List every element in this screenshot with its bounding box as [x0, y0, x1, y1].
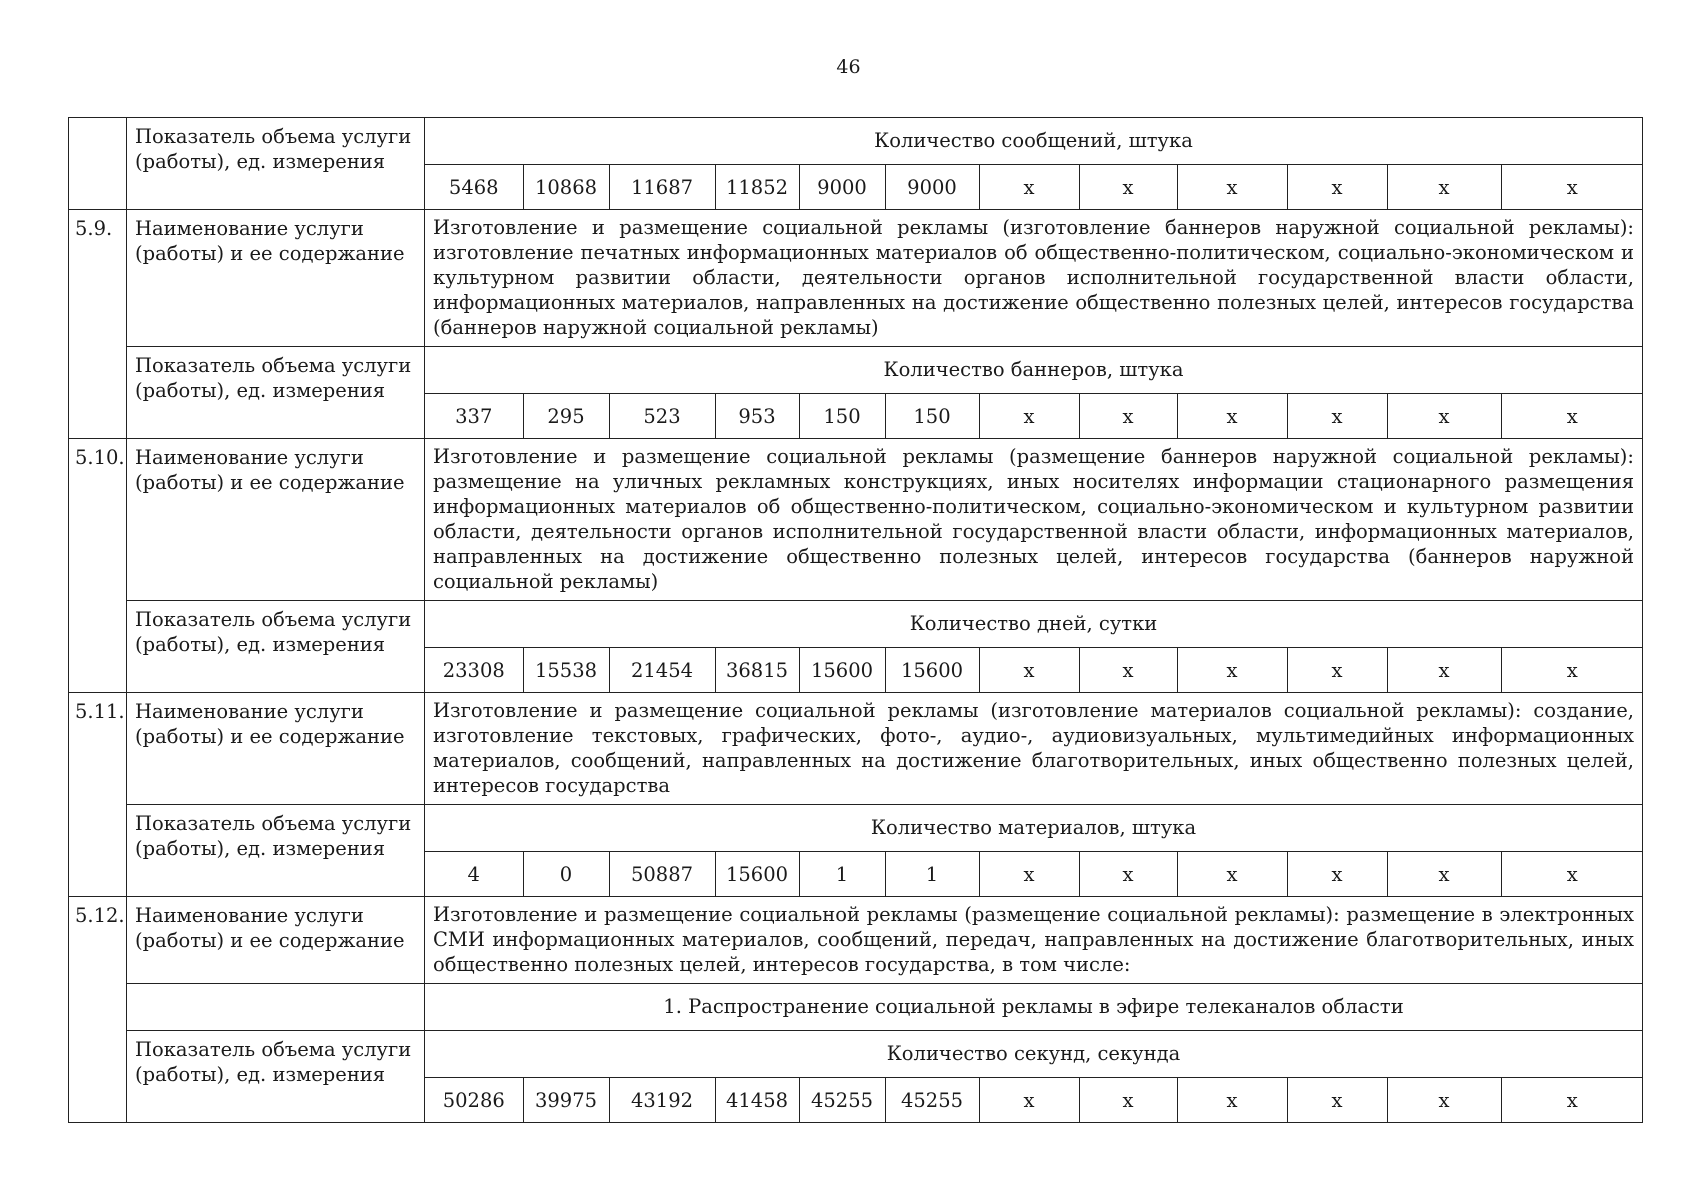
value-cell: х [1287, 1078, 1387, 1122]
value-cell: х [1287, 165, 1387, 209]
value-cell: х [1287, 648, 1387, 692]
row-service [69, 897, 1643, 984]
row-indicator [69, 118, 1643, 210]
subheading-cell [425, 984, 1643, 1031]
value-cell: х [1079, 165, 1177, 209]
row-number-cell [69, 118, 127, 210]
value-cell: 15538 [523, 648, 609, 692]
value-cell: х [1287, 394, 1387, 438]
values-row [425, 165, 1643, 209]
row-number: 5.10. [69, 439, 127, 693]
indicator-values-cell [425, 805, 1643, 897]
unit-label: Количество баннеров, штука [425, 347, 1642, 394]
value-cell: х [1079, 394, 1177, 438]
indicator-label: Показатель объема услуги (работы), ед. измерения [127, 805, 425, 897]
value-cell: 9000 [799, 165, 885, 209]
row-subheading [69, 984, 1643, 1031]
service-label: Наименование услуги (работы) и ее содержание [127, 210, 425, 347]
value-cell: 1 [799, 852, 885, 896]
value-cell: 39975 [523, 1078, 609, 1122]
page-number: 46 [836, 56, 861, 78]
value-cell: х [1079, 648, 1177, 692]
service-label: Наименование услуги (работы) и ее содержание [127, 439, 425, 601]
row-indicator [69, 347, 1643, 439]
indicator-label: Показатель объема услуги (работы), ед. измерения [127, 347, 425, 439]
value-cell: х [1501, 1078, 1643, 1122]
indicator-label: Показатель объема услуги (работы), ед. измерения [127, 601, 425, 693]
row-service [69, 210, 1643, 347]
value-cell: х [1079, 1078, 1177, 1122]
value-cell: х [979, 165, 1079, 209]
value-cell: х [1177, 394, 1287, 438]
unit-label: Количество дней, сутки [425, 601, 1642, 648]
value-cell: х [979, 852, 1079, 896]
row-indicator [69, 1031, 1643, 1123]
value-cell: 21454 [609, 648, 715, 692]
value-cell: х [1387, 1078, 1501, 1122]
value-cell: 295 [523, 394, 609, 438]
value-cell: 15600 [799, 648, 885, 692]
value-cell: х [1287, 852, 1387, 896]
value-cell: х [979, 648, 1079, 692]
value-cell: х [1177, 1078, 1287, 1122]
value-cell: х [1501, 852, 1643, 896]
value-cell: 45255 [885, 1078, 979, 1122]
unit-label: Количество секунд, секунда [425, 1031, 1642, 1078]
values-row [425, 852, 1643, 896]
unit-label: Количество сообщений, штука [425, 118, 1642, 165]
services-table [68, 117, 1643, 1123]
indicator-values-cell [425, 1031, 1643, 1123]
value-cell: 15600 [885, 648, 979, 692]
service-description: Изготовление и размещение социальной рекламы (изготовление материалов социальной рекламы): создание, изготовление текстовых, графических, фото-, аудио-, аудиовизуальных, мультимедийных информационных материалов, сообщений, направленных на достижение благотворительных, иных общественно полезных целей, интересов государства [425, 693, 1643, 805]
values-row [425, 394, 1643, 438]
row-service [69, 693, 1643, 805]
indicator-label: Показатель объема услуги (работы), ед. измерения [127, 1031, 425, 1123]
value-cell: х [1387, 394, 1501, 438]
value-cell: х [979, 394, 1079, 438]
empty-label-cell [127, 984, 425, 1031]
indicator-values-cell [425, 118, 1643, 210]
value-cell: х [1177, 852, 1287, 896]
values-row [425, 648, 1643, 692]
value-cell: 523 [609, 394, 715, 438]
value-cell: 0 [523, 852, 609, 896]
value-cell: 10868 [523, 165, 609, 209]
service-description: Изготовление и размещение социальной рекламы (размещение баннеров наружной социальной рекламы): размещение на уличных рекламных конструкциях, иных носителях информации стационарного размещения информационных материалов об общественно-политическом, социально-экономическом и культурном развитии области, деятельности органов исполнительной государственной власти области, информационных материалов, направленных на достижение общественно полезных целей, интересов государства (баннеров наружной социальной рекламы) [425, 439, 1643, 601]
indicator-values-cell [425, 601, 1643, 693]
value-cell: 41458 [715, 1078, 799, 1122]
row-number: 5.9. [69, 210, 127, 439]
value-cell: х [1501, 394, 1643, 438]
unit-label: Количество материалов, штука [425, 805, 1642, 852]
value-cell: 43192 [609, 1078, 715, 1122]
subheading: 1. Распространение социальной рекламы в эфире телеканалов области [663, 995, 1404, 1018]
value-cell: х [1177, 648, 1287, 692]
value-cell: 4 [467, 862, 480, 886]
value-cell: х [1387, 165, 1501, 209]
row-indicator [69, 601, 1643, 693]
value-cell: 5468 [448, 175, 499, 199]
row-number: 5.12. [69, 897, 127, 1123]
value-cell: х [1177, 165, 1287, 209]
indicator-label: Показатель объема услуги (работы), ед. измерения [127, 118, 425, 210]
value-cell: 11852 [715, 165, 799, 209]
value-cell: 150 [885, 394, 979, 438]
value-cell: х [1501, 165, 1643, 209]
indicator-values-cell [425, 347, 1643, 439]
service-label: Наименование услуги (работы) и ее содержание [127, 693, 425, 805]
value-cell: 150 [799, 394, 885, 438]
row-service [69, 439, 1643, 601]
row-number: 5.11. [69, 693, 127, 897]
values-row [425, 1078, 1643, 1122]
row-indicator [69, 805, 1643, 897]
value-cell: х [1079, 852, 1177, 896]
value-cell: х [1387, 852, 1501, 896]
value-cell: 1 [885, 852, 979, 896]
value-cell: х [1387, 648, 1501, 692]
value-cell: 23308 [442, 658, 505, 682]
value-cell: 50286 [442, 1088, 505, 1112]
value-cell: 11687 [609, 165, 715, 209]
value-cell: х [979, 1078, 1079, 1122]
value-cell: 9000 [885, 165, 979, 209]
value-cell: 50887 [609, 852, 715, 896]
service-label: Наименование услуги (работы) и ее содержание [127, 897, 425, 984]
value-cell: 953 [715, 394, 799, 438]
service-description: Изготовление и размещение социальной рекламы (изготовление баннеров наружной социальной рекламы): изготовление печатных информационных материалов об общественно-политическом, социально-экономическом и культурном развитии области, деятельности органов исполнительной государственной власти области, информационных материалов, направленных на достижение общественно полезных целей, интересов государства (баннеров наружной социальной рекламы) [425, 210, 1643, 347]
value-cell: 15600 [715, 852, 799, 896]
value-cell: 45255 [799, 1078, 885, 1122]
value-cell: 36815 [715, 648, 799, 692]
service-description: Изготовление и размещение социальной рекламы (размещение социальной рекламы): размещение в электронных СМИ информационных материалов, сообщений, передач, направленных на достижение благотворительных, иных общественно полезных целей, интересов государства, в том числе: [425, 897, 1643, 984]
value-cell: х [1501, 648, 1643, 692]
value-cell: 337 [455, 404, 493, 428]
